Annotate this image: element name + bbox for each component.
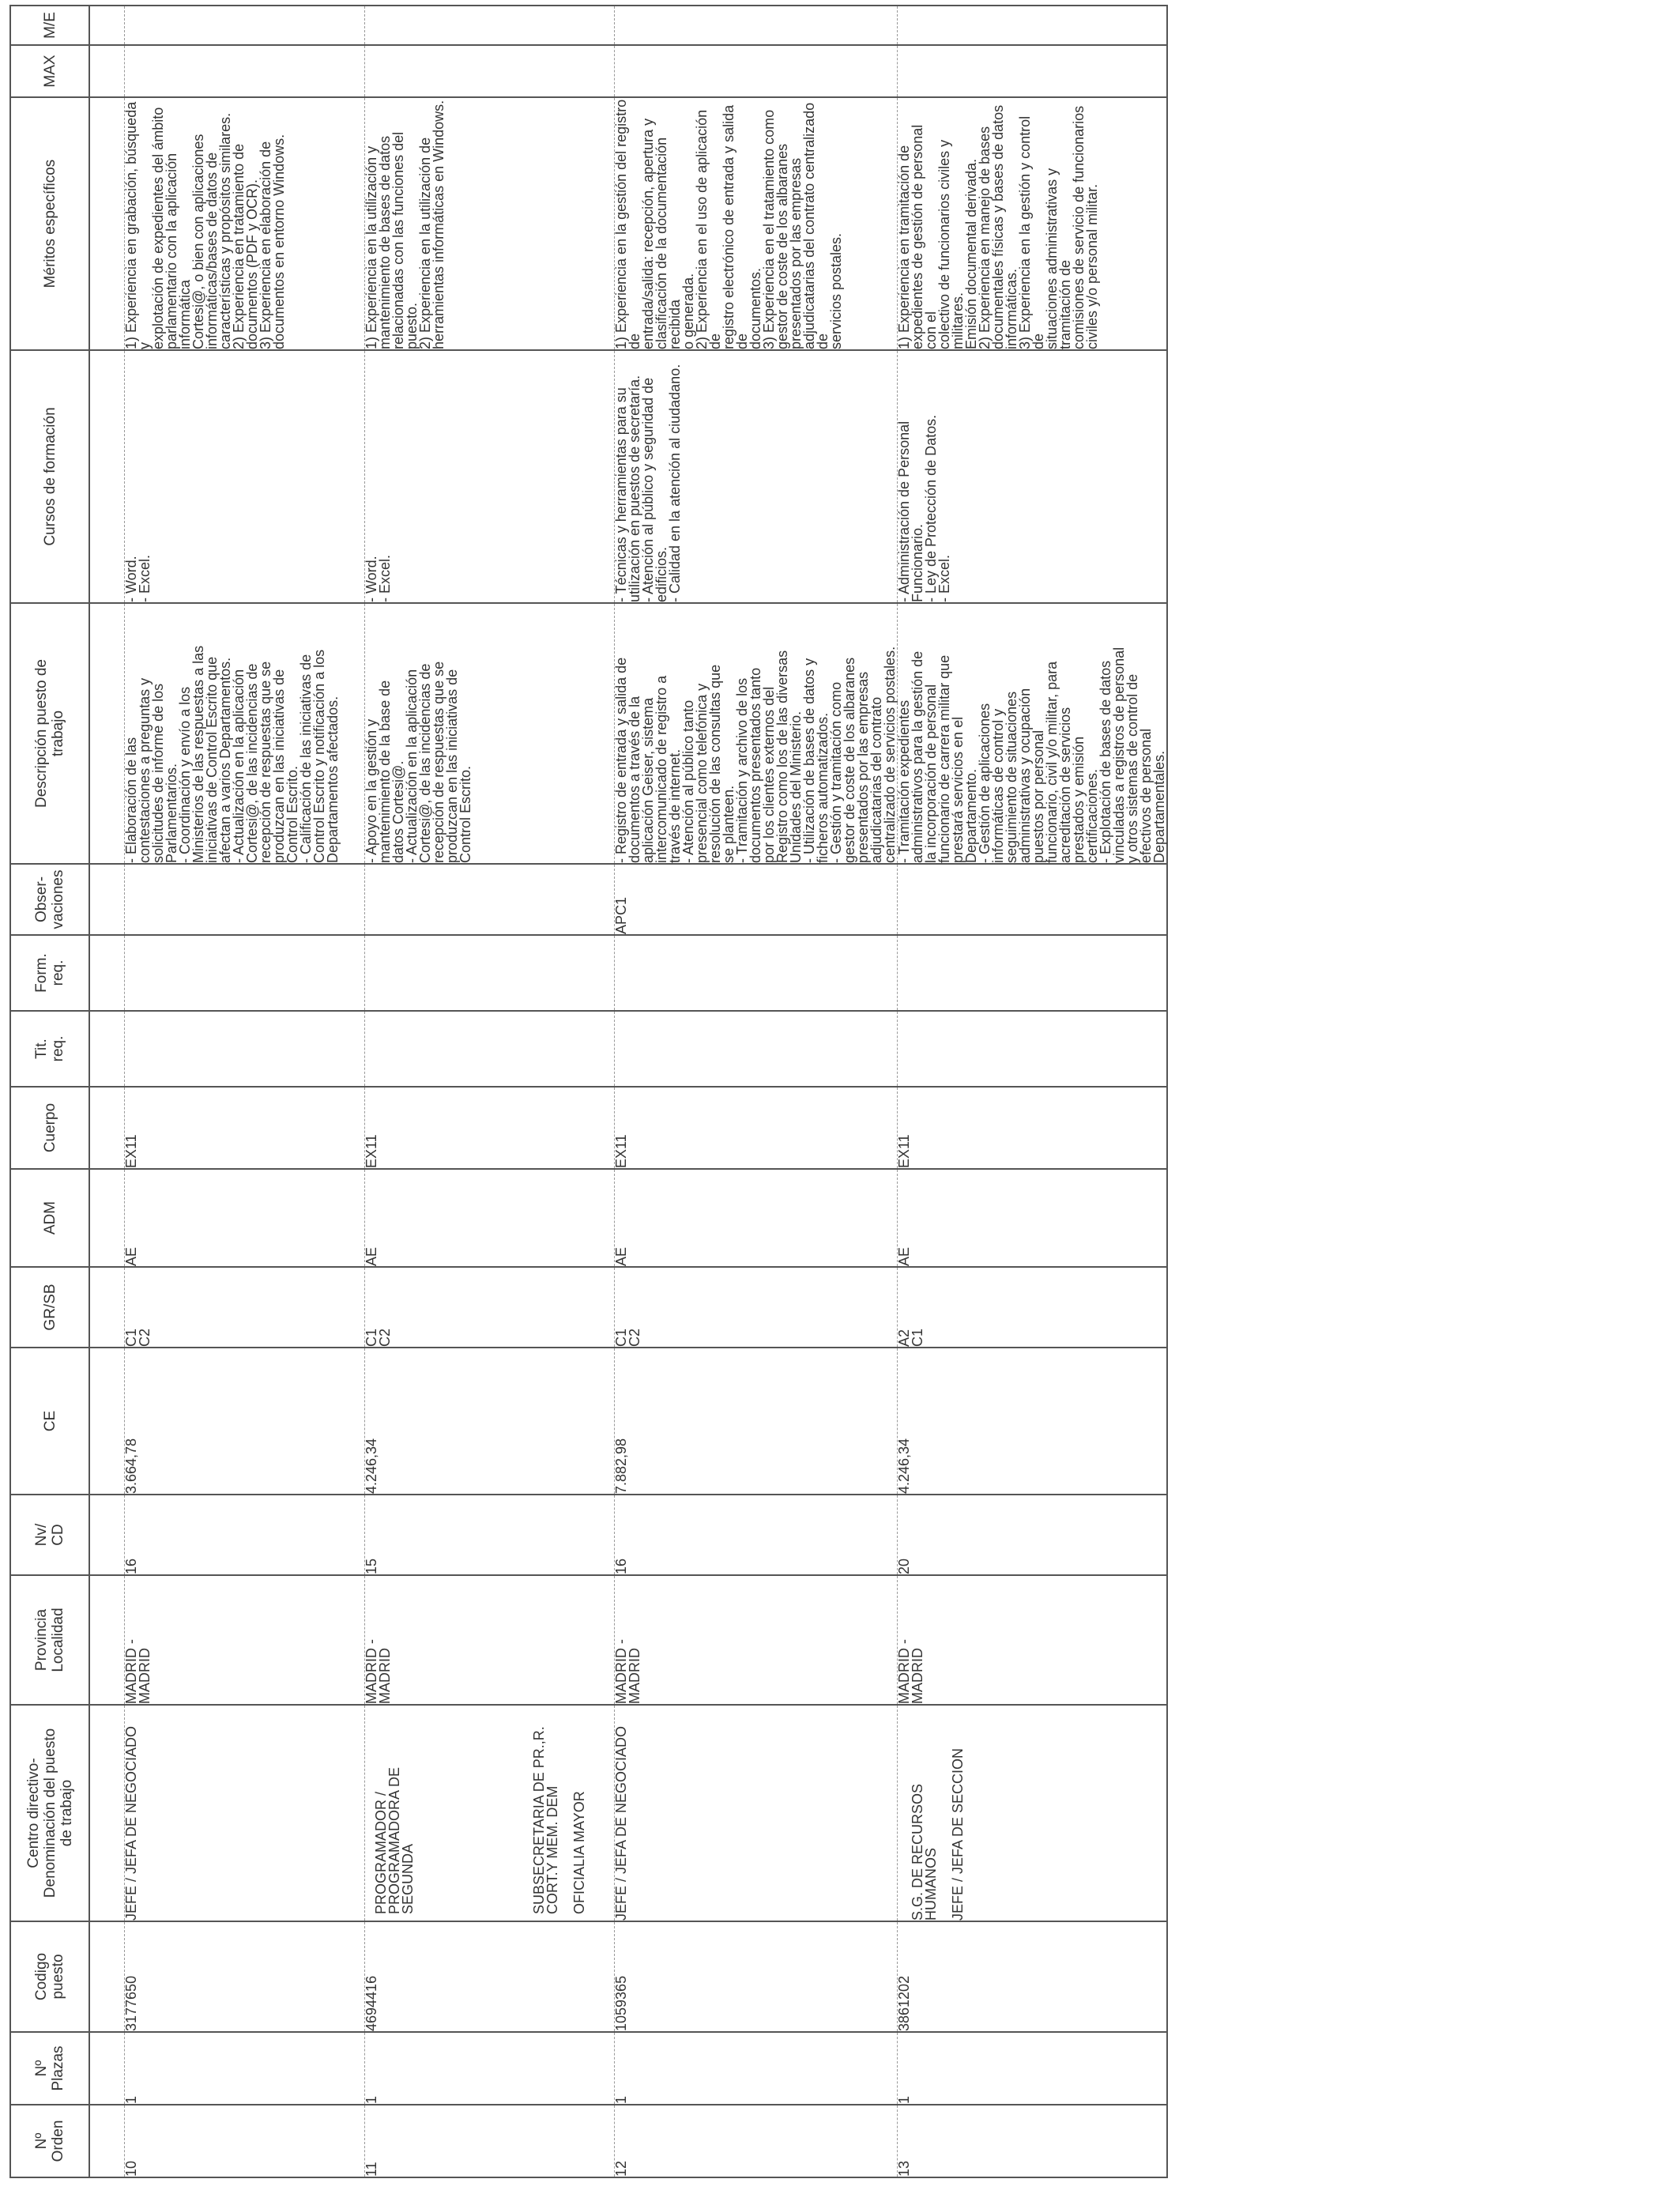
cell-orden: 10 <box>124 2105 364 2177</box>
cell-adm: AE <box>897 1169 1167 1267</box>
cell-max <box>124 45 364 97</box>
cell-provincia: MADRID - MADRID <box>897 1575 1167 1705</box>
header-max: MAX <box>10 45 89 97</box>
cell-cuerpo: EX11 <box>614 1087 897 1169</box>
cell-me <box>124 6 364 45</box>
directive-center: SUBSECRETARIA DE PR.,R. CORT.Y MEM. DEM OFICIALIA MAYOR <box>530 1726 587 1914</box>
cell-titulacion <box>897 1011 1167 1087</box>
cell-centro: JEFE / JEFA DE NEGOCIADO <box>614 1705 897 1921</box>
cell-descripcion: - Tramitación expedientes administrativos para la gestión de la incorporación de personal funcionario de carrera militar que prestará servicios en el Departamento. - Gestión de aplicaciones informáticas de control y seguimiento de situaciones administrativas y ocupación puestos por personal funcionario, civil y/o militar, para acreditación de servicios prestados y emisión certificaciones. - Explotación de bases de datos vinculadas a registros de personal y otros sistemas de control de efectivos de personal Departamentales. <box>897 603 1167 864</box>
cell-max <box>897 45 1167 97</box>
cell-descripcion: - Elaboración de las contestaciones a preguntas y solicitudes de informe de los Parlamentarios. - Coordinación y envío a los Ministerios de las respuestas a las iniciativas de Control Escrito que afectan a varios Departamentos. - Actualización en la aplicación Cortesi@, de las incidencias de recepción de respuestas que se produzcan en las iniciativas de Control Escrito. - Calificación de las iniciativas de Control Escrito y notificación a los Departamentos afectados. <box>124 603 364 864</box>
cell-grupo: A2 C1 <box>897 1267 1167 1348</box>
cell-ce: 3.664,78 <box>124 1348 364 1495</box>
cell-plazas: 1 <box>364 2032 614 2105</box>
cell-formacion-req <box>124 935 364 1011</box>
cell-grupo: C1 C2 <box>124 1267 364 1348</box>
position-name: JEFE / JEFA DE SECCION <box>949 1747 966 1921</box>
table-row <box>614 6 897 2177</box>
cell-orden: 13 <box>897 2105 1167 2177</box>
cell-plazas: 1 <box>614 2032 897 2105</box>
cell-plazas: 1 <box>897 2032 1167 2105</box>
cell-meritos: 1) Experiencia en la utilización y mantenimiento de bases de datos relacionadas con las funciones del puesto. 2) Experiencia en la utilización de herramientas informáticas en Windows. <box>364 97 614 350</box>
header-descripcion: Descripción puesto de trabajo <box>10 603 89 864</box>
cell-nivel: 15 <box>364 1495 614 1575</box>
cell-nivel: 20 <box>897 1495 1167 1575</box>
header-titulacion: Tit. req. <box>10 1011 89 1087</box>
cell-titulacion <box>614 1011 897 1087</box>
header-orden: Nº Orden <box>10 2105 89 2177</box>
vacancy-table <box>9 5 1168 2178</box>
header-meritos: Méritos específicos <box>10 97 89 350</box>
cell-descripcion: - Apoyo en la gestión y mantenimiento de la base de datos Cortesi@. - Actualización en la aplicación Cortesi@, de las incidencias de recepción de respuestas que se produzcan en las iniciativas de Control Escrito. <box>364 603 614 864</box>
cell-meritos: 1) Experiencia en tramitación de expedientes de gestión de personal con el colectivo de funcionarios civiles y militares. Emisión documental derivada. 2) Experiencia en manejo de bases documentales físicas y bases de datos informáticas. 3) Experiencia en la gestión y control de situaciones administrativas y tramitación de comisiones de servicio de funcionarios civiles y/o personal militar. <box>897 97 1167 350</box>
cell-provincia: MADRID - MADRID <box>364 1575 614 1705</box>
header-provincia: Provincia Localidad <box>10 1575 89 1705</box>
cell-nivel: 16 <box>614 1495 897 1575</box>
cell-codigo: 4694416 <box>364 1921 614 2032</box>
cell-centro <box>364 1705 614 1921</box>
cell-formacion-req <box>897 935 1167 1011</box>
cell-titulacion <box>124 1011 364 1087</box>
cell-formacion-req <box>614 935 897 1011</box>
cell-provincia: MADRID - MADRID <box>124 1575 364 1705</box>
cell-cuerpo: EX11 <box>897 1087 1167 1169</box>
cell-orden: 12 <box>614 2105 897 2177</box>
header-observaciones: Obser- vaciones <box>10 864 89 935</box>
header-formacion-req: Form. req. <box>10 935 89 1011</box>
cell-cursos: - Word. - Excel. <box>124 350 364 603</box>
cell-me <box>897 6 1167 45</box>
cell-me <box>614 6 897 45</box>
position-name: PROGRAMADOR / PROGRAMADORA DE SEGUNDA <box>372 1766 416 1914</box>
cell-ce: 4.246,34 <box>364 1348 614 1495</box>
cell-max <box>364 45 614 97</box>
table-row <box>124 6 364 2177</box>
cell-adm: AE <box>364 1169 614 1267</box>
cell-me <box>364 6 614 45</box>
header-grupo: GR/SB <box>10 1267 89 1348</box>
cell-centro <box>897 1705 1167 1921</box>
cell-grupo: C1 C2 <box>614 1267 897 1348</box>
cell-descripcion: - Registro de entrada y salida de documentos a través de la aplicación Geiser, sistema intercomunicado de registro a través de internet. - Atención al público tanto presencial como telefónica y resolución de las consultas que se planteen. - Tramitación y archivo de los documentos presentados tanto por los clientes externos del Registro como los de las diversas Unidades del Ministerio. - Utilización de bases de datos y ficheros automatizados. - Gestión y tramitación como gestor de coste de los albaranes presentados por las empresas adjudicatarias del contrato centralizado de servicios postales. <box>614 603 897 864</box>
header-centro: Centro directivo- Denominación del puesto de trabajo <box>10 1705 89 1921</box>
cell-cursos: - Técnicas y herramientas para su utilización en puestos de secretaría. - Atención al público y seguridad de edificios. - Calidad en la atención al ciudadano. <box>614 350 897 603</box>
header-nivel: Nv/ CD <box>10 1495 89 1575</box>
cell-adm: AE <box>124 1169 364 1267</box>
header-me: M/E <box>10 6 89 45</box>
cell-ce: 7.882,98 <box>614 1348 897 1495</box>
cell-orden: 11 <box>364 2105 614 2177</box>
cell-titulacion <box>364 1011 614 1087</box>
cell-cursos: - Administración de Personal Funcionario. - Ley de Protección de Datos. - Excel. <box>897 350 1167 603</box>
cell-codigo: 3177650 <box>124 1921 364 2032</box>
cell-nivel: 16 <box>124 1495 364 1575</box>
cell-codigo: 1059365 <box>614 1921 897 2032</box>
cell-observaciones: APC1 <box>614 864 897 935</box>
cell-meritos: 1) Experiencia en grabación, búsqueda y explotación de expedientes del ámbito parlamentario con la aplicación informática Cortesi@, o bien con aplicaciones informáticas/bases de datos de características y propósitos similares. 2) Experiencia en tratamiento de documentos (PDF y OCR). 3) Experiencia en elaboración de documentos en entorno Windows. <box>124 97 364 350</box>
cell-provincia: MADRID - MADRID <box>614 1575 897 1705</box>
directive-center: S.G. DE RECURSOS HUMANOS <box>909 1783 939 1921</box>
cell-formacion-req <box>364 935 614 1011</box>
header-codigo: Codigo puesto <box>10 1921 89 2032</box>
table-row <box>897 6 1167 2177</box>
cell-max <box>614 45 897 97</box>
header-cuerpo: Cuerpo <box>10 1087 89 1169</box>
cell-meritos: 1) Experiencia en la gestión del registro de entrada/salida: recepción, apertura y clasificación de la documentación recibida o generada. 2) Experiencia en el uso de aplicación de registro electrónico de entrada y salida de documentos. 3) Experiencia en el tratamiento como gestor de coste de los albaranes presentados por las empresas adjudicatarias del contrato centralizado de servicios postales. <box>614 97 897 350</box>
table-row <box>364 6 614 2177</box>
cell-observaciones <box>897 864 1167 935</box>
cell-cursos: - Word. - Excel. <box>364 350 614 603</box>
cell-cuerpo: EX11 <box>124 1087 364 1169</box>
header-cursos: Cursos de formación <box>10 350 89 603</box>
cell-ce: 4.246,34 <box>897 1348 1167 1495</box>
header-plazas: Nº Plazas <box>10 2032 89 2105</box>
header-row <box>10 6 89 2177</box>
cell-cuerpo: EX11 <box>364 1087 614 1169</box>
header-adm: ADM <box>10 1169 89 1267</box>
cell-codigo: 3861202 <box>897 1921 1167 2032</box>
cell-adm: AE <box>614 1169 897 1267</box>
cell-plazas: 1 <box>124 2032 364 2105</box>
header-ce: CE <box>10 1348 89 1495</box>
table-row-spacer <box>89 6 124 2177</box>
cell-grupo: C1 C2 <box>364 1267 614 1348</box>
cell-centro: JEFE / JEFA DE NEGOCIADO <box>124 1705 364 1921</box>
cell-observaciones <box>364 864 614 935</box>
cell-observaciones <box>124 864 364 935</box>
